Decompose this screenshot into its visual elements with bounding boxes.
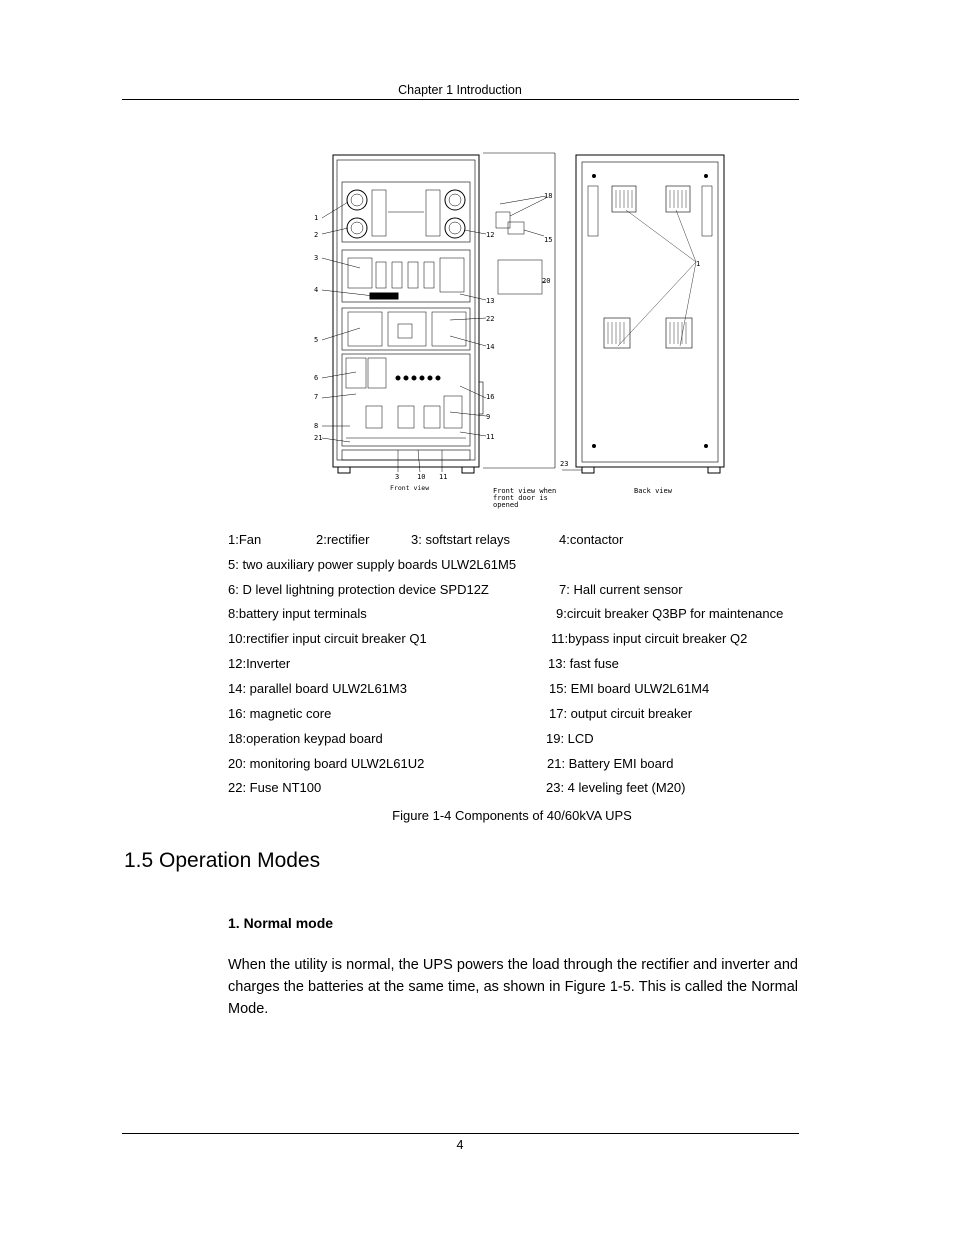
figure-caption: Figure 1-4 Components of 40/60kVA UPS bbox=[392, 808, 632, 823]
callout-label: 4 bbox=[314, 286, 319, 294]
legend-item: 18:operation keypad board bbox=[228, 731, 383, 746]
legend-item: 16: magnetic core bbox=[228, 706, 332, 721]
front-view-drawing bbox=[333, 155, 483, 473]
callout-label: 1 bbox=[696, 260, 701, 268]
callout-label: 12 bbox=[486, 231, 495, 239]
page-number: 4 bbox=[456, 1138, 464, 1152]
legend-item: 13: fast fuse bbox=[548, 656, 619, 671]
legend-item: 4:contactor bbox=[559, 532, 624, 547]
legend-item: 7: Hall current sensor bbox=[559, 582, 683, 597]
opened-view-label-line: front door is bbox=[493, 494, 548, 502]
callout-label: 18 bbox=[544, 192, 553, 200]
callout-label: 11 bbox=[439, 473, 448, 481]
callout-label: 9 bbox=[486, 413, 491, 421]
opened-door-drawing bbox=[483, 153, 555, 468]
legend-item: 3: softstart relays bbox=[411, 532, 510, 547]
legend-item: 5: two auxiliary power supply boards ULW2L61M5 bbox=[228, 557, 517, 572]
legend-item: 15: EMI board ULW2L61M4 bbox=[549, 681, 710, 696]
legend-item: 21: Battery EMI board bbox=[547, 756, 674, 771]
callout-label: 23 bbox=[560, 460, 569, 468]
callout-label: 11 bbox=[486, 433, 495, 441]
legend-item: 20: monitoring board ULW2L61U2 bbox=[228, 756, 425, 771]
legend-item: 2:rectifier bbox=[316, 532, 370, 547]
back-view-drawing bbox=[562, 155, 724, 473]
legend-item: 8:battery input terminals bbox=[228, 606, 367, 621]
callout-label: 1 bbox=[314, 214, 319, 222]
legend-item: 19: LCD bbox=[546, 731, 594, 746]
ups-components-figure bbox=[300, 150, 740, 515]
subsection-title: 1. Normal mode bbox=[228, 915, 334, 931]
footer-rule bbox=[122, 1133, 799, 1134]
callout-label: 10 bbox=[417, 473, 426, 481]
header-rule bbox=[122, 99, 799, 100]
callout-label: 20 bbox=[542, 277, 551, 285]
legend-item: 10:rectifier input circuit breaker Q1 bbox=[228, 631, 427, 646]
back-view-label: Back view bbox=[634, 487, 672, 495]
legend-item: 17: output circuit breaker bbox=[549, 706, 693, 721]
callout-label: 14 bbox=[486, 343, 495, 351]
callout-label: 13 bbox=[486, 297, 495, 305]
legend-item: 12:Inverter bbox=[228, 656, 291, 671]
running-header: Chapter 1 Introduction bbox=[398, 83, 522, 97]
legend-item: 6: D level lightning protection device SPD12Z bbox=[228, 582, 489, 597]
callout-label: 21 bbox=[314, 434, 323, 442]
opened-view-label-line: opened bbox=[493, 501, 519, 509]
body-paragraph: When the utility is normal, the UPS powers the load through the rectifier and inverter and charges the batteries at the same time, as shown in Figure 1-5. This is called the Normal Mode. bbox=[228, 957, 798, 1017]
callout-label: 2 bbox=[314, 231, 319, 239]
callout-label: 3 bbox=[314, 254, 319, 262]
callout-label: 5 bbox=[314, 336, 319, 344]
front-view-label: Front view bbox=[390, 484, 430, 492]
legend-item: 23: 4 leveling feet (M20) bbox=[546, 780, 686, 795]
legend-item: 1:Fan bbox=[228, 532, 262, 547]
legend-item: 9:circuit breaker Q3BP for maintenance bbox=[556, 606, 784, 621]
callout-label: 15 bbox=[544, 236, 553, 244]
callout-label: 22 bbox=[486, 315, 495, 323]
callout-label: 8 bbox=[314, 422, 319, 430]
section-title: 1.5 Operation Modes bbox=[124, 849, 321, 872]
callout-label: 7 bbox=[314, 393, 319, 401]
opened-view-label-line: Front view when bbox=[493, 487, 557, 495]
legend-item: 22: Fuse NT100 bbox=[228, 780, 322, 795]
legend-item: 14: parallel board ULW2L61M3 bbox=[228, 681, 407, 696]
legend-item: 11:bypass input circuit breaker Q2 bbox=[551, 631, 748, 646]
callout-label: 16 bbox=[486, 393, 495, 401]
callout-label: 6 bbox=[314, 374, 319, 382]
callout-label: 3 bbox=[395, 473, 400, 481]
